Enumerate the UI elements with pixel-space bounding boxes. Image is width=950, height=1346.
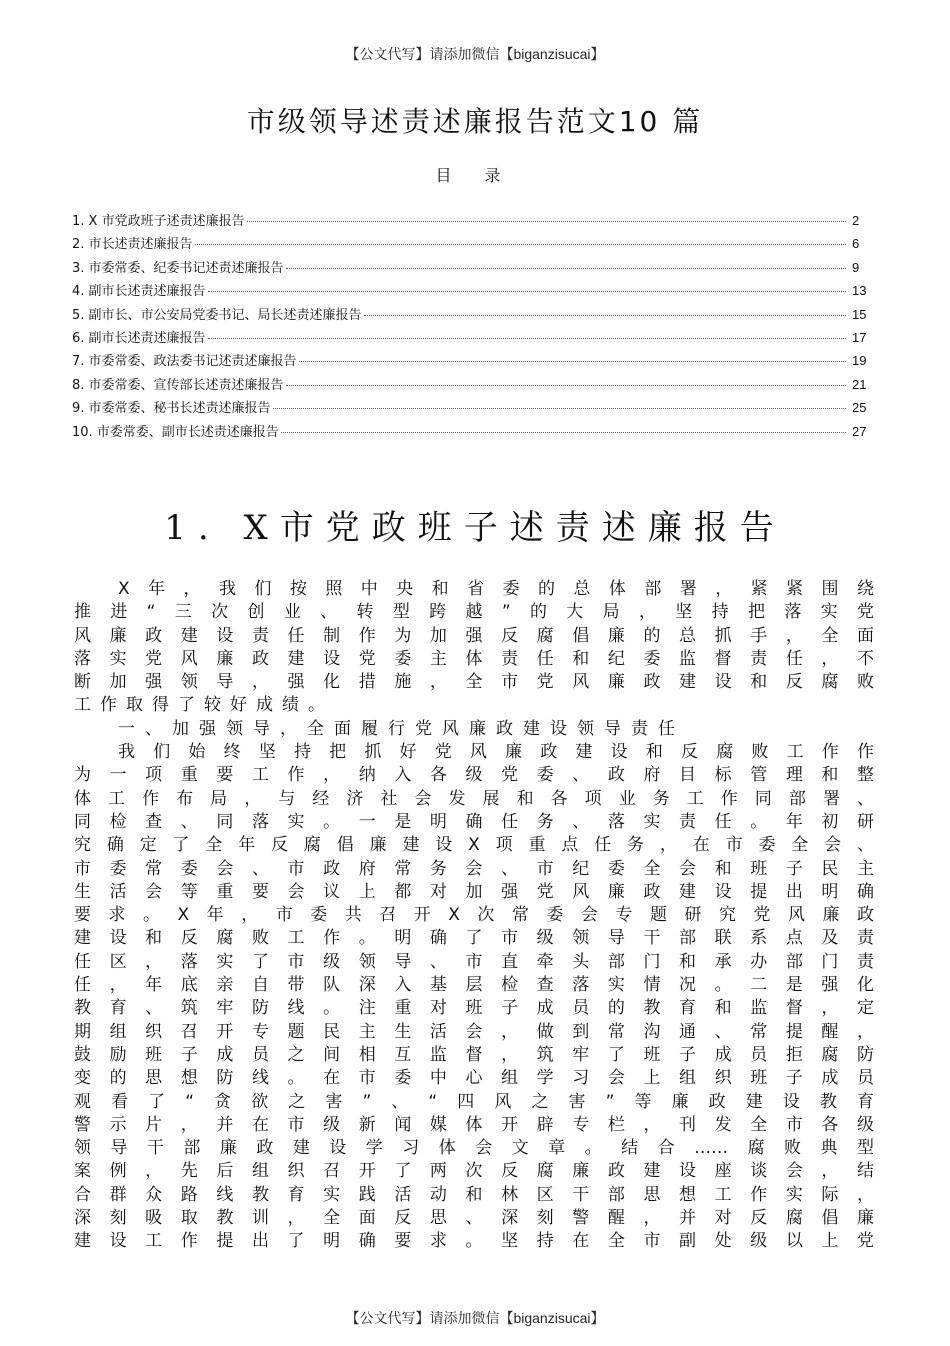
body-line: 教育、筑牢防线。注重对班子成员的教育和监督，定 <box>74 998 874 1019</box>
body-line: 变的思想防线。在市委中心组学习会上组织班子成员 <box>74 1068 874 1089</box>
toc-entry-label: 4. 副市长述责述廉报告 <box>72 284 206 300</box>
toc-entry[interactable] <box>72 304 878 327</box>
toc-leader-dots <box>286 385 846 386</box>
toc-entry[interactable] <box>72 257 878 280</box>
toc-entry-label: 8. 市委常委、宣传部长述责述廉报告 <box>72 377 284 393</box>
body-line: 市委常委会、市政府常务会、市纪委全会和班子民主 <box>74 858 874 879</box>
toc-entry-label: 1. X 市党政班子述责述廉报告 <box>72 214 245 229</box>
toc-entry-page: 27 <box>852 423 867 439</box>
toc-leader-dots <box>281 432 846 433</box>
body-line: 合群众路线教育实践活动和林区干部思想工作实际， <box>74 1184 874 1205</box>
table-of-contents <box>72 210 878 444</box>
toc-entry-label: 10. 市委常委、副市长述责述廉报告 <box>72 424 279 440</box>
body-line: 断加强领导，强化措施，全市党风廉政建设和反腐败 <box>74 672 874 693</box>
body-line: 观看了“贪欲之害”、“四风之害”等廉政建设教育 <box>74 1091 874 1112</box>
toc-entry-label: 9. 市委常委、秘书长述责述廉报告 <box>72 401 271 417</box>
toc-leader-dots <box>195 244 846 245</box>
body-line: 推进“三次创业、转型跨越”的大局，坚持把落实党 <box>74 602 874 623</box>
toc-entry[interactable] <box>72 350 878 373</box>
body-line: 要求。X年，市委共召开X次常委会专题研究党风廉政 <box>74 905 874 926</box>
toc-entry[interactable] <box>72 280 878 303</box>
toc-entry[interactable] <box>72 210 878 233</box>
page-footer: 【公文代写】请添加微信【biganzisucai】 <box>345 1310 605 1326</box>
body-line: 建设工作提出了明确要求。坚持在全市副处级以上党 <box>74 1231 874 1252</box>
body-line: 究确定了全年反腐倡廉建设X项重点任务，在市委全会、 <box>74 835 874 856</box>
body-line: 生活会等重要会议上都对加强党风廉政建设提出明确 <box>74 881 874 902</box>
toc-entry-page: 17 <box>852 329 867 345</box>
toc-entry[interactable] <box>72 233 878 256</box>
toc-leader-dots <box>273 408 846 409</box>
toc-leader-dots <box>299 361 846 362</box>
toc-entry-page: 19 <box>852 353 867 369</box>
toc-entry-page: 21 <box>852 376 867 392</box>
toc-entry-page: 15 <box>852 306 867 322</box>
body-line: 任区，落实了市级领导、市直牵头部门和承办部门责 <box>74 951 874 972</box>
section-title: 1. X市党政班子述责述廉报告 <box>164 508 786 548</box>
body-line: 体工作布局，与经济社会发展和各项业务工作同部署、 <box>74 788 874 809</box>
toc-entry-page: 2 <box>852 213 860 228</box>
body-line: 期组织召开专题民主生活会，做到常沟通、常提醒， <box>74 1021 874 1042</box>
body-line: 任，年底亲自带队深入基层检查落实情况。二是强化 <box>74 975 874 996</box>
toc-entry-label: 2. 市长述责述廉报告 <box>72 237 193 253</box>
body-line: 领导干部廉政建设学习体会文章。结合……腐败典型 <box>74 1138 874 1159</box>
body-line: 风廉政建设责任制作为加强反腐倡廉的总抓手，全面 <box>74 625 874 646</box>
toc-entry[interactable] <box>72 421 878 444</box>
body-line: 警示片，并在市级新闻媒体开辟专栏，刊发全市各级 <box>74 1114 874 1135</box>
toc-leader-dots <box>247 221 846 222</box>
toc-leader-dots <box>208 338 846 339</box>
toc-entry-page: 25 <box>852 400 867 416</box>
toc-entry[interactable] <box>72 374 878 397</box>
toc-entry-page: 6 <box>852 236 860 252</box>
body-line: 为一项重要工作，纳入各级党委、政府目标管理和整 <box>74 765 874 786</box>
body-line: 同检查、同落实。一是明确任务、落实责任。年初研 <box>74 811 874 832</box>
toc-entry[interactable] <box>72 397 878 420</box>
report-body <box>74 578 874 1254</box>
toc-entry-label: 7. 市委常委、政法委书记述责述廉报告 <box>72 354 297 370</box>
toc-leader-dots <box>364 315 846 316</box>
toc-leader-dots <box>208 291 846 292</box>
toc-entry-label: 6. 副市长述责述廉报告 <box>72 330 206 346</box>
body-line: 落实党风廉政建设党委主体责任和纪委监督责任，不 <box>74 648 874 669</box>
body-line: 建设和反腐败工作。明确了市级领导干部联系点及责 <box>74 928 874 949</box>
toc-entry-page: 13 <box>852 283 867 299</box>
toc-entry-label: 5. 副市长、市公安局党委书记、局长述责述廉报告 <box>72 307 362 323</box>
body-line: 鼓励班子成员之间相互监督，筑牢了班子成员拒腐防 <box>74 1044 874 1065</box>
body-line: 案例，先后组织召开了两次反腐廉政建设座谈会，结 <box>74 1161 874 1182</box>
toc-entry-page: 9 <box>852 259 860 275</box>
toc-entry-label: 3. 市委常委、纪委书记述责述廉报告 <box>72 260 284 276</box>
body-line: 深刻吸取教训，全面反思、深刻警醒，并对反腐倡廉 <box>74 1208 874 1229</box>
toc-entry[interactable] <box>72 327 878 350</box>
body-line: X年，我们按照中央和省委的总体部署，紧紧围绕 <box>118 579 874 599</box>
document-title: 市级领导述责述廉报告范文10 篇 <box>246 105 704 138</box>
body-subheading: 一、加强领导，全面履行党风廉政建设领导责任 <box>118 718 685 739</box>
body-line: 工作取得了较好成绩。 <box>74 695 334 716</box>
page-header: 【公文代写】请添加微信【biganzisucai】 <box>345 46 605 62</box>
toc-heading: 目 录 <box>435 166 515 185</box>
body-line: 我们始终坚持把抓好党风廉政建设和反腐败工作作 <box>118 742 874 763</box>
toc-leader-dots <box>286 268 846 269</box>
